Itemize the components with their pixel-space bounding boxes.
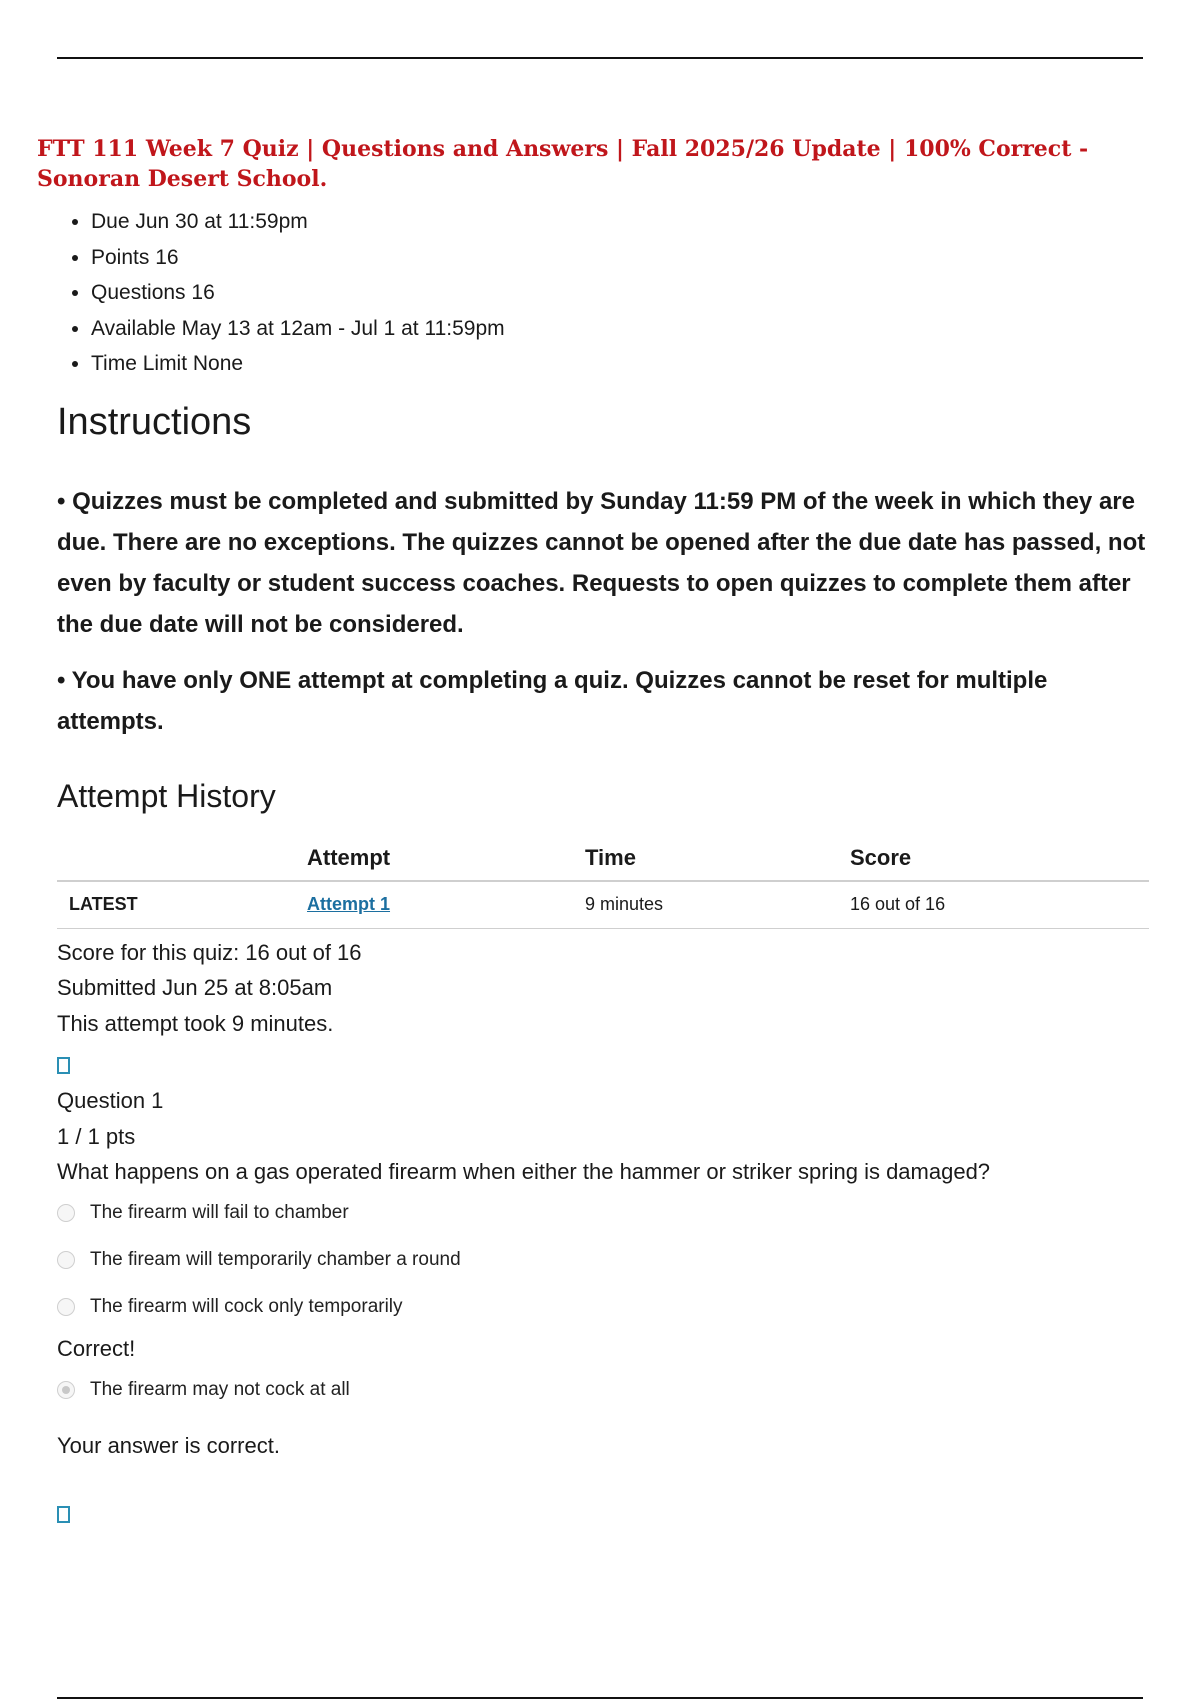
- question-points: 1 / 1 pts: [57, 1123, 136, 1149]
- instructions-attempt-paragraph: [57, 660, 1149, 742]
- availability-item: • Available May 13 at 12am - Jul 1 at 11:59pm: [91, 311, 1149, 347]
- radio-button[interactable]: [57, 1251, 75, 1269]
- attempt-text-emphasis: ONE: [239, 666, 292, 694]
- due-date-item: • Due Jun 30 at 11:59pm: [91, 204, 1149, 240]
- attempt-history-heading: Attempt History: [57, 777, 276, 814]
- radio-button-selected[interactable]: [57, 1381, 75, 1399]
- questions-item: • Questions 16: [91, 275, 1149, 311]
- answer-option: [57, 1190, 1149, 1237]
- header-attempt: Attempt: [307, 844, 391, 870]
- flag-icon-wrapper: [57, 1041, 1149, 1079]
- correct-answer-option: [57, 1367, 1149, 1414]
- header-blank: [57, 836, 307, 881]
- answer-label: The firearm will cock only temporarily: [90, 1296, 403, 1317]
- answer-label: The firearm may not cock at all: [90, 1379, 350, 1400]
- top-rule: [57, 57, 1143, 59]
- duration-text: This attempt took 9 minutes.: [57, 1010, 334, 1036]
- question-title: Question 1: [57, 1088, 164, 1113]
- flag-icon[interactable]: [57, 1506, 70, 1523]
- flag-icon-wrapper: [57, 1490, 1149, 1528]
- answer-option: [57, 1284, 1149, 1331]
- page-content: [37, 134, 1149, 1528]
- attempt-summary: [57, 935, 1149, 1042]
- radio-button[interactable]: [57, 1204, 75, 1222]
- submitted-text: Submitted Jun 25 at 8:05am: [57, 975, 333, 1000]
- correct-label: Correct!: [57, 1335, 136, 1361]
- table-row: [57, 881, 1149, 929]
- latest-label: LATEST: [69, 894, 138, 914]
- attempt-history-table: [57, 836, 1149, 929]
- answer-option: [57, 1237, 1149, 1284]
- points-item: • Points 16: [91, 240, 1149, 276]
- header-time: Time: [585, 844, 636, 870]
- header-score: Score: [850, 844, 912, 870]
- flag-icon[interactable]: [57, 1057, 70, 1074]
- radio-button[interactable]: [57, 1298, 75, 1316]
- question-text: What happens on a gas operated firearm when either the hammer or striker spring is damaged?: [57, 1159, 991, 1184]
- quiz-details-list: [57, 204, 1149, 382]
- attempt-text-end: attempt at completing a quiz. Quizzes cannot be reset for multiple attempts.: [57, 666, 1048, 735]
- quiz-score-text: Score for this quiz: 16 out of 16: [57, 939, 362, 965]
- instructions-heading: Instructions: [57, 400, 252, 443]
- answer-label: The fiream will temporarily chamber a round: [90, 1249, 461, 1270]
- document-title: FTT 111 Week 7 Quiz | Questions and Answers | Fall 2025/26 Update | 100% Correct - Sonoran Desert School.: [37, 136, 1089, 192]
- table-header-row: [57, 836, 1149, 881]
- attempt-link[interactable]: Attempt 1: [307, 894, 391, 914]
- bottom-rule: [57, 1697, 1143, 1699]
- time-limit-item: • Time Limit None: [91, 346, 1149, 382]
- time-cell: 9 minutes: [585, 894, 664, 914]
- answer-verdict: Your answer is correct.: [57, 1432, 280, 1458]
- instructions-deadline-paragraph: • Quizzes must be completed and submitted by Sunday 11:59 PM of the week in which they are due. There are no exceptions. The quizzes cannot be opened after the due date has passed, not even by faculty or student success coaches. Requests to open quizzes to complete them after the due date will not be considered.: [57, 487, 1146, 638]
- attempt-cell: [307, 881, 585, 929]
- answer-label: The firearm will fail to chamber: [90, 1202, 349, 1223]
- score-cell: 16 out of 16: [850, 894, 946, 914]
- attempt-text-start: • You have only: [57, 666, 240, 694]
